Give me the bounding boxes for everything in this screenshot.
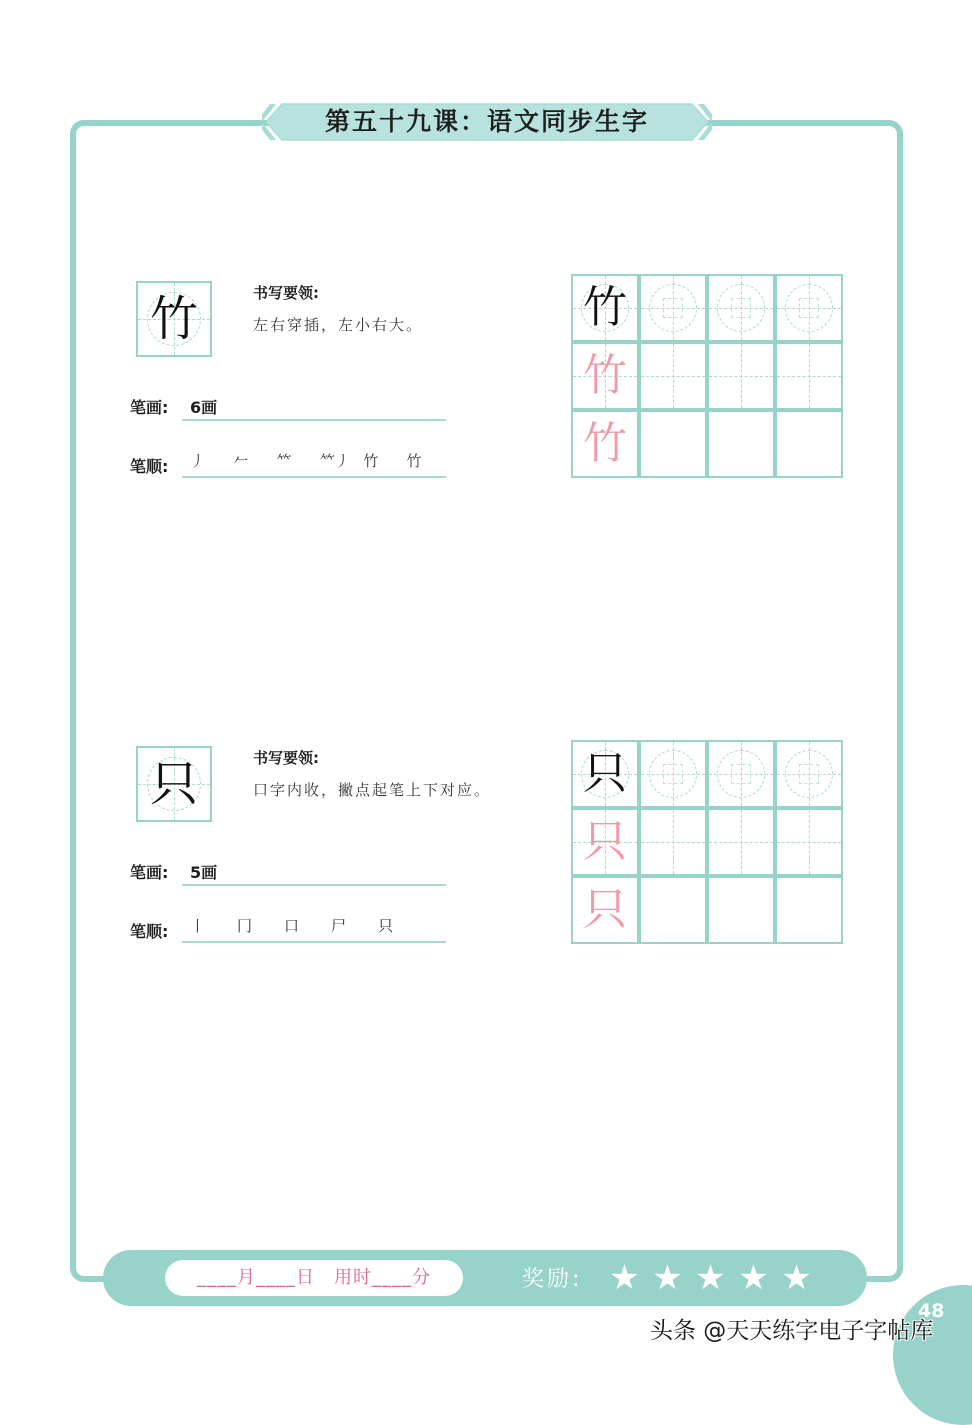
- divider: [182, 476, 446, 478]
- tips-text: 左右穿插，左小右大。: [253, 316, 424, 334]
- grid-cell[interactable]: [639, 274, 707, 342]
- stroke-count: 5画: [190, 863, 218, 882]
- stroke-step: 竹: [363, 452, 379, 470]
- grid-cell[interactable]: [775, 740, 843, 808]
- grid-cell[interactable]: [639, 740, 707, 808]
- grid-cell[interactable]: [571, 342, 639, 410]
- model-character-box: [136, 746, 212, 822]
- grid-cell[interactable]: [707, 274, 775, 342]
- grid-cell[interactable]: [571, 274, 639, 342]
- stroke-order-label: 笔顺:: [130, 457, 169, 476]
- tips-title: 书写要领:: [253, 284, 319, 302]
- divider: [182, 941, 446, 943]
- grid-cell[interactable]: [707, 410, 775, 478]
- stroke-step: 丿: [190, 452, 206, 470]
- grid-cell[interactable]: [775, 876, 843, 944]
- grid-cell[interactable]: [707, 740, 775, 808]
- practice-grid: [571, 740, 843, 944]
- star-icon[interactable]: ★: [652, 1258, 683, 1298]
- stroke-step: 𠂉: [233, 452, 249, 470]
- grid-cell[interactable]: [707, 808, 775, 876]
- star-icon[interactable]: ★: [609, 1258, 640, 1298]
- stroke-order-label: 笔顺:: [130, 922, 169, 941]
- stroke-step: 冂: [237, 917, 253, 935]
- trace-character: 竹: [583, 350, 627, 401]
- stroke-step: 尸: [331, 917, 347, 935]
- star-icon[interactable]: ★: [738, 1258, 769, 1298]
- grid-cell[interactable]: [571, 876, 639, 944]
- stroke-order: [190, 450, 450, 471]
- grid-cell[interactable]: [775, 808, 843, 876]
- trace-character: 只: [583, 884, 627, 935]
- stroke-count: 6画: [190, 398, 218, 417]
- stroke-count-label: 笔画:: [130, 863, 169, 882]
- tips-text: 口字内收，撇点起笔上下对应。: [253, 781, 492, 799]
- grid-cell[interactable]: [639, 342, 707, 410]
- tips-title: 书写要领:: [253, 749, 319, 767]
- date-field[interactable]: ____月____日 用时____分: [165, 1260, 463, 1296]
- model-character: 只: [583, 748, 627, 799]
- title-banner: [262, 101, 712, 143]
- trace-character: 只: [583, 816, 627, 867]
- stroke-step: 𥫗: [276, 452, 292, 470]
- model-character: 竹: [583, 282, 627, 333]
- divider: [182, 884, 446, 886]
- grid-cell[interactable]: [639, 876, 707, 944]
- practice-grid: [571, 274, 843, 478]
- grid-cell[interactable]: [775, 274, 843, 342]
- grid-cell[interactable]: [571, 740, 639, 808]
- grid-cell[interactable]: [571, 808, 639, 876]
- stroke-step: 丨: [190, 917, 206, 935]
- grid-cell[interactable]: [639, 808, 707, 876]
- stroke-count-label: 笔画:: [130, 398, 169, 417]
- page-title: 第五十九课：语文同步生字: [324, 107, 649, 136]
- model-character-box: [136, 281, 212, 357]
- grid-cell[interactable]: [775, 342, 843, 410]
- star-icon[interactable]: ★: [695, 1258, 726, 1298]
- grid-cell[interactable]: [639, 410, 707, 478]
- stroke-step: 口: [284, 917, 300, 935]
- grid-cell[interactable]: [775, 410, 843, 478]
- model-character: 只: [149, 756, 198, 812]
- star-icon[interactable]: ★: [781, 1258, 812, 1298]
- divider: [182, 419, 446, 421]
- grid-cell[interactable]: [571, 410, 639, 478]
- grid-cell[interactable]: [707, 876, 775, 944]
- trace-character: 竹: [583, 418, 627, 469]
- stroke-order: [190, 915, 450, 936]
- reward-stars: [603, 1259, 818, 1297]
- reward-label: 奖励:: [522, 1267, 583, 1292]
- model-character: 竹: [149, 291, 198, 347]
- stroke-step: 只: [378, 917, 394, 935]
- page-number: 48: [918, 1300, 945, 1322]
- stroke-step: 竹: [406, 452, 422, 470]
- grid-cell[interactable]: [707, 342, 775, 410]
- stroke-step: 𥫗丿: [319, 452, 350, 470]
- watermark: 头条 @天天练字电子字帖库: [650, 1318, 934, 1344]
